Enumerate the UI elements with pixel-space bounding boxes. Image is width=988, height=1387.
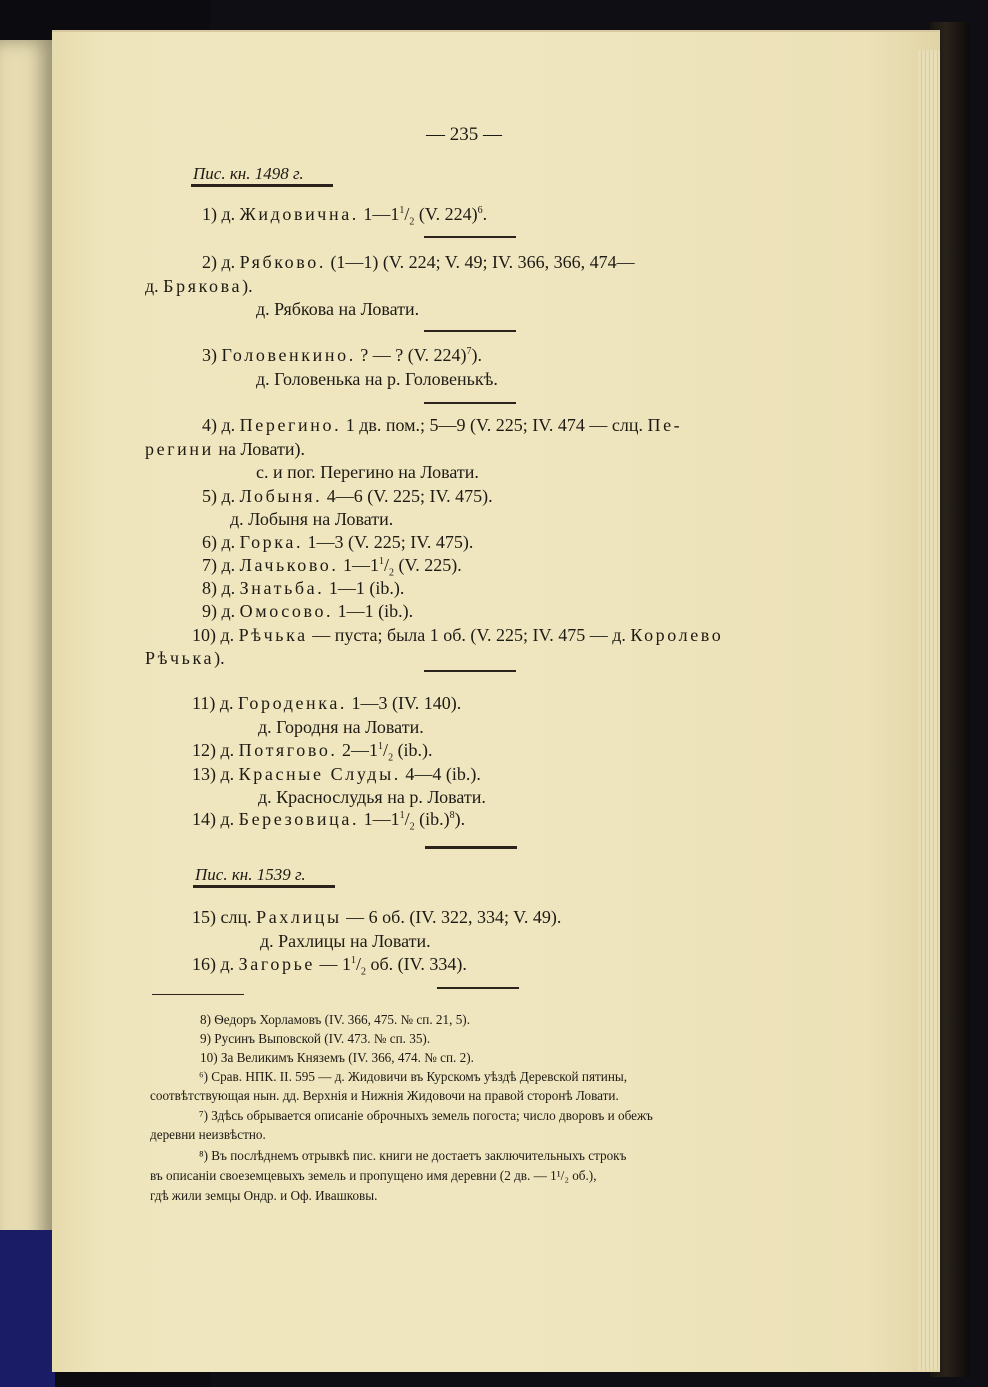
entry-14: 14) д. Березовица. $1—1^1/_2$ $(ib.)^8$).: [192, 809, 466, 833]
entry-3-modern-name: д. Головенька на р. Головенькѣ.: [256, 369, 498, 389]
village-name: Жидовична.: [239, 204, 359, 224]
village-name: Омосово.: [239, 601, 334, 621]
entry-11-modern-name: д. Городня на Ловати.: [258, 717, 424, 737]
entry-12: 12) д. Потягово. $2—1^1/_2$ (ib.).: [192, 740, 433, 764]
footnote-7: ⁷) Здѣсь обрывается описаніе оброчныхъ земель погоста; число дворовъ и обежъ: [199, 1108, 653, 1123]
separator: [424, 402, 516, 404]
entry-2: 2) д. Рябково. (1—1) (V. 224; V. 49; IV. 366, 366, 474—: [202, 252, 635, 272]
entry-4-continued: регини на Ловати).: [145, 439, 306, 459]
village-name: Загорье: [238, 954, 315, 974]
entry-15-modern-name: д. Рахлицы на Ловати.: [260, 931, 431, 951]
footnote-7-continued: деревни неизвѣстно.: [150, 1127, 266, 1142]
entry-8: 8) д. Знатьба. 1—1 (ib.).: [202, 578, 405, 598]
village-name: Городенка.: [237, 693, 348, 713]
page-stack-edge: [918, 50, 940, 1370]
entry-5: 5) д. Лобыня. 4—6 (V. 225; IV. 475).: [202, 486, 493, 506]
village-name: Лачьково.: [239, 555, 339, 575]
section-separator: [425, 846, 517, 849]
footnote-rule: [152, 994, 244, 995]
entry-6: 6) д. Горка. 1—3 (V. 225; IV. 475).: [202, 532, 474, 552]
entry-3: 3) Головенкино. ? — ? (V. 224)$^7$).: [202, 345, 482, 365]
entry-13: 13) д. Красные Слуды. 4—4 (ib.).: [192, 764, 481, 784]
village-name: Лобыня.: [239, 486, 323, 506]
village-name: Горка.: [239, 532, 304, 552]
entry-10-continued: Рѣчька).: [145, 648, 225, 668]
book-spine-fabric: [0, 1230, 55, 1387]
entry-7: 7) д. Лачьково. $1—1^1/_2$ (V. 225).: [202, 555, 462, 579]
footnote-ref: 8: [449, 810, 455, 821]
village-name: Перегино.: [239, 415, 342, 435]
footnote-8: 8) Ѳедоръ Хорламовъ (IV. 366, 475. № сп. 21, 5).: [200, 1012, 470, 1027]
heading-underline: [193, 885, 335, 888]
separator: [437, 987, 519, 989]
village-name: Рѣчька: [238, 625, 308, 645]
entry-2-modern-name: д. Рябкова на Ловати.: [256, 299, 420, 319]
entry-9: 9) д. Омосово. 1—1 (ib.).: [202, 601, 414, 621]
entry-4: 4) д. Перегино. 1 дв. пом.; 5—9 (V. 225; IV. 474 — слц. Пе-: [202, 415, 683, 435]
footnote-ref: 7: [466, 346, 472, 357]
separator: [424, 670, 516, 672]
entry-15: 15) слц. Рахлицы — 6 об. (IV. 322, 334; V. 49).: [192, 907, 562, 927]
section-heading-1498: Пис. кн. 1498 г.: [193, 164, 304, 183]
footnote-9: 9) Русинъ Выповской (IV. 473. № сп. 35).: [200, 1031, 431, 1046]
footnote-10: 10) За Великимъ Княземъ (IV. 366, 474. № сп. 2).: [200, 1050, 474, 1065]
separator: [424, 330, 516, 332]
entry-13-modern-name: д. Краснослудья на р. Ловати.: [258, 787, 486, 807]
section-heading-1539: Пис. кн. 1539 г.: [195, 865, 306, 884]
footnote-8-note-continued: въ описаніи своеземцевыхъ земель и пропущено имя деревни (2 дв. — 1¹/₂ об.),: [150, 1168, 597, 1183]
village-name: Головенкино.: [221, 345, 356, 365]
footnote-6-continued: соотвѣтствующая нын. дд. Верхнія и Нижнія Жидовочи на правой сторонѣ Ловати.: [150, 1088, 619, 1103]
village-name: Березовица.: [238, 809, 360, 829]
separator: [424, 236, 516, 238]
entry-5-modern-name: д. Лобыня на Ловати.: [230, 509, 394, 529]
page-number: — 235 —: [426, 124, 502, 145]
entry-4-modern-name: с. и пог. Перегино на Ловати.: [256, 462, 479, 482]
footnote-8-note-end: гдѣ жили земцы Ондр. и Оф. Ивашковы.: [150, 1188, 378, 1203]
entry-2-continued: д. Брякова).: [145, 276, 253, 296]
village-name: Знатьба.: [239, 578, 325, 598]
entry-16: 16) д. Загорье — $1^1/_2$ об. (IV. 334).: [192, 954, 467, 978]
footnote-6: ⁶) Срав. НПК. II. 595 — д. Жидовичи въ Курскомъ уѣздѣ Деревской пятины,: [199, 1069, 628, 1084]
entry-1: 1) д. Жидовична. $1—1^1/_2$ (V. 224)$^6$.: [202, 204, 488, 228]
entry-10: 10) д. Рѣчька — пуста; была 1 об. (V. 225; IV. 475 — д. Королево: [192, 625, 724, 645]
entry-11: 11) д. Городенка. 1—3 (IV. 140).: [192, 693, 462, 713]
footnote-ref: 6: [477, 205, 483, 216]
village-name: Потягово.: [238, 740, 338, 760]
left-page-edge: [0, 40, 52, 1350]
heading-underline: [191, 184, 333, 187]
footnote-8-note: ⁸) Въ послѣднемъ отрывкѣ пис. книги не достаетъ заключительныхъ строкъ: [199, 1148, 627, 1163]
village-name: Красные Слуды.: [238, 764, 401, 784]
village-name: Рахлицы: [256, 907, 342, 927]
village-name: Рябково.: [239, 252, 326, 272]
